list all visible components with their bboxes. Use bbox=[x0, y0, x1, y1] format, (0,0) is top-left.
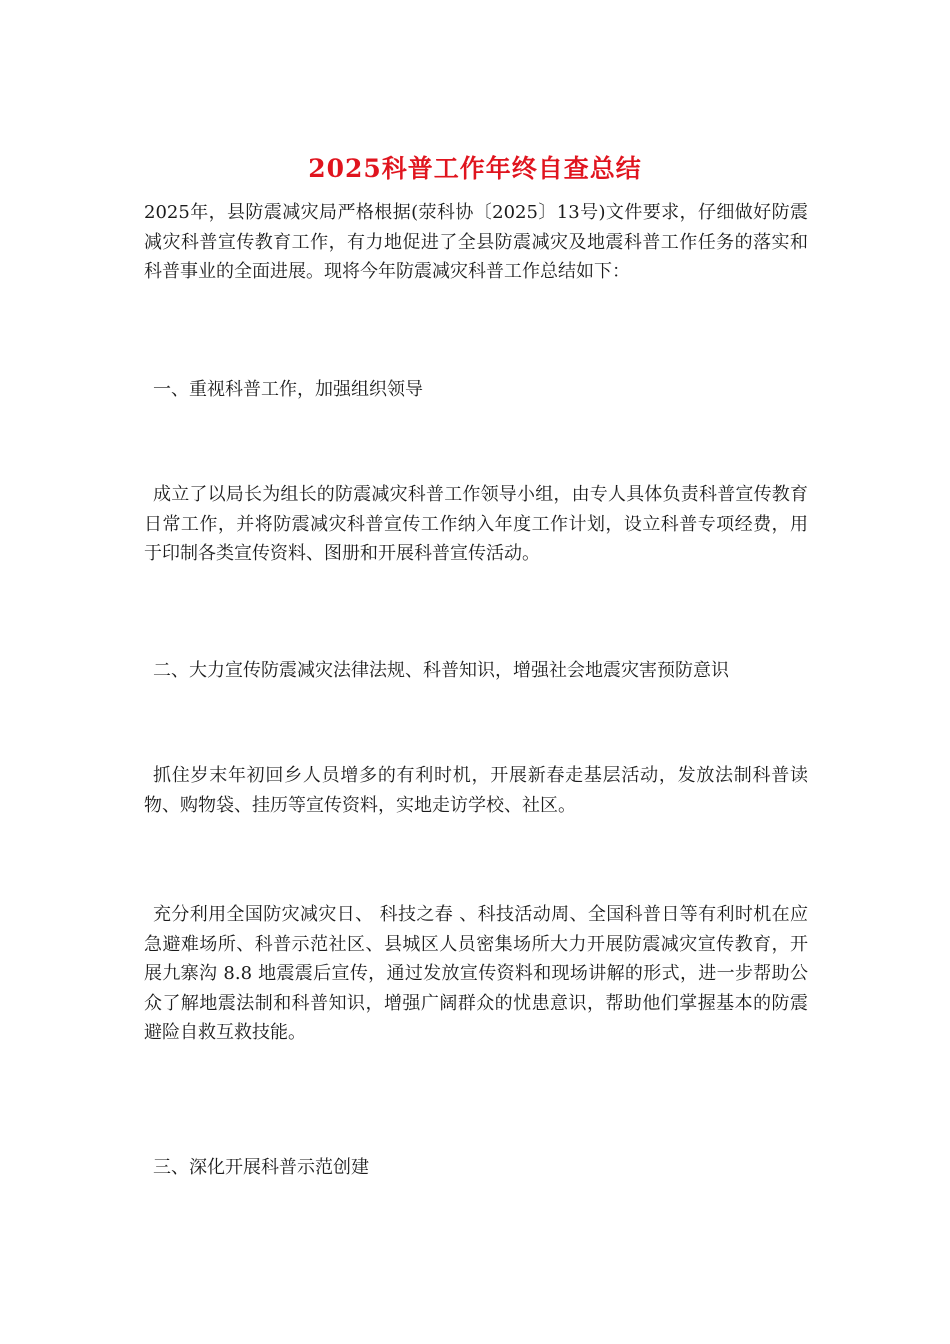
section-2-heading: 二、大力宣传防震减灾法律法规、科普知识，增强社会地震灾害预防意识 bbox=[153, 660, 729, 681]
section-2-paragraph-1: 抓住岁末年初回乡人员增多的有利时机，开展新春走基层活动，发放法制科普读物、购物袋、挂历等宣传资料，实地走访学校、社区。 bbox=[144, 765, 808, 816]
document-title: 2025科普工作年终自查总结 bbox=[308, 154, 642, 183]
section-3-heading: 三、深化开展科普示范创建 bbox=[153, 1157, 369, 1178]
intro-paragraph: 2025年，县防震减灾局严格根据(荥科协〔2025〕13号)文件要求，仔细做好防震减灾科普宣传教育工作，有力地促进了全县防震减灾及地震科普工作任务的落实和科普事业的全面进展。现将今年防震减灾科普工作总结如下： bbox=[144, 202, 808, 282]
section-1-paragraph: 成立了以局长为组长的防震减灾科普工作领导小组，由专人具体负责科普宣传教育日常工作，并将防震减灾科普宣传工作纳入年度工作计划，设立科普专项经费，用于印制各类宣传资料、图册和开展科普宣传活动。 bbox=[144, 484, 808, 564]
section-1-heading: 一、重视科普工作，加强组织领导 bbox=[153, 379, 423, 400]
section-2-paragraph-2: 充分利用全国防灾减灾日、 科技之春 、科技活动周、全国科普日等有利时机在应急避难场所、科普示范社区、县城区人员密集场所大力开展防震减灾宣传教育，开展九寨沟 8.8 地震震后宣传，通过发放宣传资料和现场讲解的形式，进一步帮助公众了解地震法制和科普知识，增强广阔群众的忧患意识，帮助他们掌握基本的防震避险自救互救技能。 bbox=[144, 904, 808, 1043]
